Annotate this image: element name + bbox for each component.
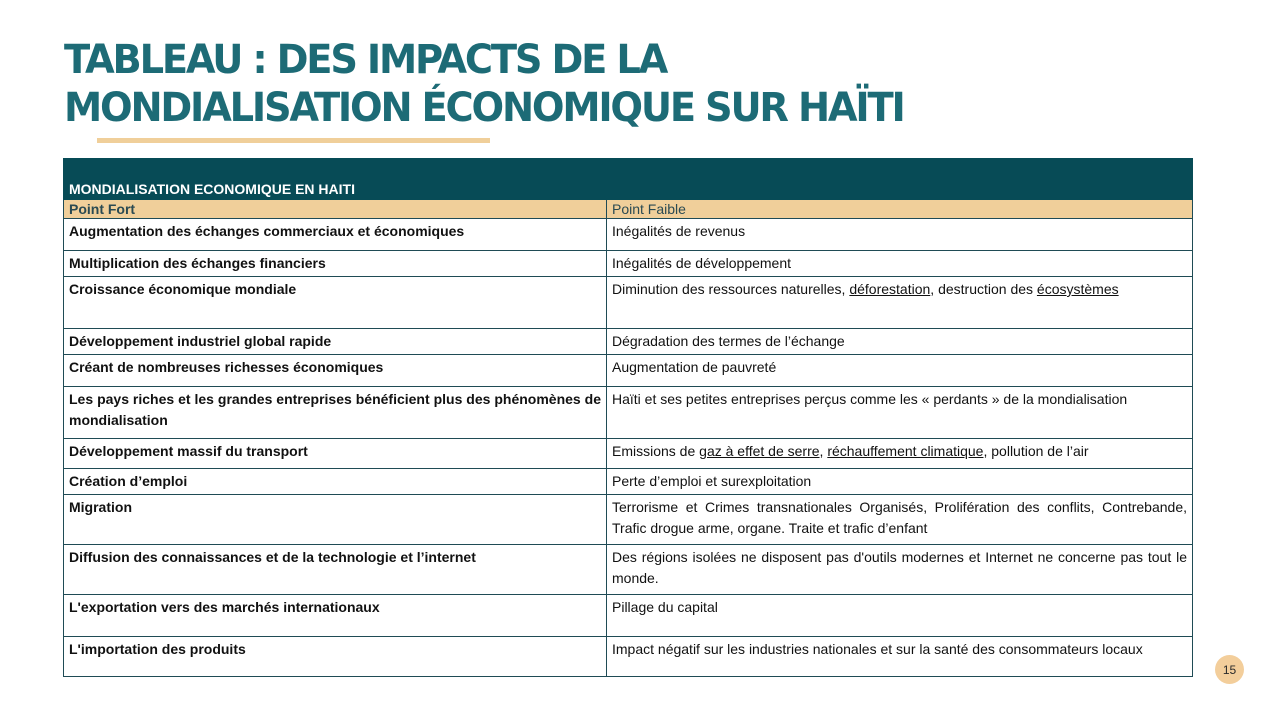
- strong-point-cell: Migration: [64, 495, 607, 545]
- strong-point-cell: L'exportation vers des marchés internationaux: [64, 595, 607, 637]
- weak-point-cell: Inégalités de développement: [607, 251, 1193, 277]
- weak-point-cell: Des régions isolées ne disposent pas d'outils modernes et Internet ne concerne pas tout le monde.: [607, 545, 1193, 595]
- impacts-table: [63, 158, 1193, 677]
- strong-point-cell: Diffusion des connaissances et de la technologie et l’internet: [64, 545, 607, 595]
- strong-point-cell: Multiplication des échanges financiers: [64, 251, 607, 277]
- strong-point-cell: Croissance économique mondiale: [64, 277, 607, 329]
- weak-point-cell: Impact négatif sur les industries nationales et sur la santé des consommateurs locaux: [607, 637, 1193, 677]
- strong-point-cell: L'importation des produits: [64, 637, 607, 677]
- table-row: [64, 387, 1193, 439]
- weak-point-cell: Pillage du capital: [607, 595, 1193, 637]
- title-line-1: TABLEAU : DES IMPACTS DE LA: [64, 37, 667, 83]
- weak-point-cell: Haïti et ses petites entreprises perçus comme les « perdants » de la mondialisation: [607, 387, 1193, 439]
- link-deforestation[interactable]: déforestation: [849, 281, 931, 297]
- weak-point-cell: Diminution des ressources naturelles, déforestation, destruction des écosystèmes: [607, 277, 1193, 329]
- table-row: [64, 355, 1193, 387]
- strong-point-cell: Créant de nombreuses richesses économiques: [64, 355, 607, 387]
- strong-point-cell: Création d’emploi: [64, 469, 607, 495]
- table-row: [64, 219, 1193, 251]
- weak-point-cell: Inégalités de revenus: [607, 219, 1193, 251]
- table-row: [64, 277, 1193, 329]
- title-underline: [97, 138, 490, 143]
- weak-point-cell: Terrorisme et Crimes transnationales Organisés, Prolifération des conflits, Contrebande, Trafic drogue arme, organe. Traite et trafic d’enfant: [607, 495, 1193, 545]
- link-ecosystemes[interactable]: écosystèmes: [1036, 281, 1119, 297]
- page-number-badge: 15: [1215, 655, 1244, 684]
- table-row: [64, 469, 1193, 495]
- weak-point-cell: Perte d’emploi et surexploitation: [607, 469, 1193, 495]
- table-row: [64, 251, 1193, 277]
- column-header-weak: Point Faible: [607, 200, 1193, 219]
- link-rechauffement-climatique[interactable]: réchauffement climatique: [827, 443, 984, 459]
- table-row: [64, 595, 1193, 637]
- weak-point-cell: Dégradation des termes de l’échange: [607, 329, 1193, 355]
- table-header-row: [64, 159, 1193, 200]
- weak-point-cell: Emissions de gaz à effet de serre, réchauffement climatique, pollution de l’air: [607, 439, 1193, 469]
- link-gaz-effet-serre[interactable]: gaz à effet de serre: [699, 443, 820, 459]
- table-header: MONDIALISATION ECONOMIQUE EN HAITI: [64, 159, 1193, 200]
- table-row: [64, 637, 1193, 677]
- title-line-2: MONDIALISATION ÉCONOMIQUE SUR HAÏTI: [64, 85, 904, 131]
- strong-point-cell: Les pays riches et les grandes entreprises bénéficient plus des phénomènes de mondialisation: [64, 387, 607, 439]
- column-header-strong: Point Fort: [64, 200, 607, 219]
- table-row: [64, 329, 1193, 355]
- strong-point-cell: Développement massif du transport: [64, 439, 607, 469]
- strong-point-cell: Augmentation des échanges commerciaux et économiques: [64, 219, 607, 251]
- strong-point-cell: Développement industriel global rapide: [64, 329, 607, 355]
- table-row: [64, 495, 1193, 545]
- column-header-row: [64, 200, 1193, 219]
- table-row: [64, 439, 1193, 469]
- weak-point-cell: Augmentation de pauvreté: [607, 355, 1193, 387]
- slide-title: [64, 36, 1168, 132]
- table-row: [64, 545, 1193, 595]
